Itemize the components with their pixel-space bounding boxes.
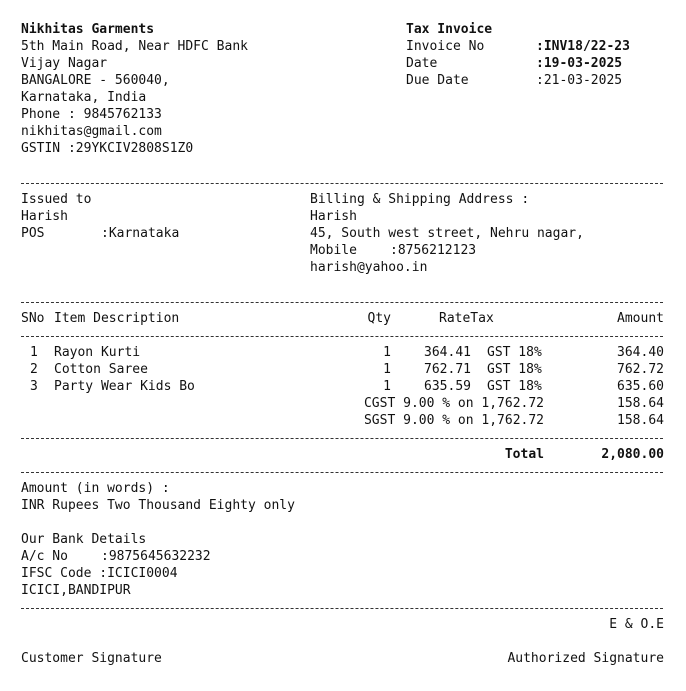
total-label: Total (504, 447, 544, 462)
row-amount: 635.60 (617, 379, 664, 394)
seller-name: Nikhitas Garments (21, 22, 155, 37)
seller-address-line2: Vijay Nagar (21, 56, 108, 71)
due-date-value: :21-03-2025 (536, 73, 623, 88)
seller-gstin: GSTIN :29YKCIV2808S1Z0 (21, 141, 194, 156)
seller-address-line1: 5th Main Road, Near HDFC Bank (21, 39, 248, 54)
separator-rule (21, 183, 663, 184)
issued-name: Harish (21, 209, 68, 224)
invoice-date-label: Date (406, 56, 438, 71)
row-tax: GST 18% (487, 362, 542, 377)
bank-heading: Our Bank Details (21, 532, 147, 547)
separator-rule (21, 608, 663, 609)
pos-value: :Karnataka (101, 226, 180, 241)
billing-mobile-value: :8756212123 (390, 243, 477, 258)
row-amount: 762.72 (617, 362, 664, 377)
separator-rule (21, 438, 663, 439)
seller-address-line4: Karnataka, India (21, 90, 147, 105)
ifsc-code: IFSC Code :ICICI0004 (21, 566, 178, 581)
cgst-amount: 158.64 (617, 396, 664, 411)
header-description: Item Description (54, 311, 180, 326)
row-rate: 635.59 (424, 379, 471, 394)
customer-signature: Customer Signature (21, 651, 162, 666)
separator-rule (21, 472, 663, 473)
header-amount: Amount (617, 311, 664, 326)
row-rate: 364.41 (424, 345, 471, 360)
seller-phone: Phone : 9845762133 (21, 107, 162, 122)
seller-address-line3: BANGALORE - 560040, (21, 73, 170, 88)
pos-label: POS (21, 226, 45, 241)
separator-rule (21, 336, 663, 337)
seller-email: nikhitas@gmail.com (21, 124, 162, 139)
billing-mobile-label: Mobile (310, 243, 357, 258)
row-qty: 1 (383, 345, 391, 360)
eoe-note: E & O.E (609, 617, 664, 632)
row-description: Party Wear Kids Bo (54, 379, 195, 394)
sgst-label: SGST 9.00 % on 1,762.72 (363, 413, 544, 428)
row-amount: 364.40 (617, 345, 664, 360)
authorized-signature: Authorized Signature (507, 651, 664, 666)
account-value: :9875645632232 (101, 549, 211, 564)
row-tax: GST 18% (487, 345, 542, 360)
billing-email: harish@yahoo.in (310, 260, 428, 275)
header-sno: SNo (21, 311, 45, 326)
row-sno: 2 (30, 362, 38, 377)
row-qty: 1 (383, 379, 391, 394)
cgst-label: CGST 9.00 % on 1,762.72 (363, 396, 544, 411)
header-qty: Qty (367, 311, 391, 326)
issued-heading: Issued to (21, 192, 92, 207)
header-ratetax: RateTax (439, 311, 494, 326)
billing-name: Harish (310, 209, 357, 224)
row-sno: 3 (30, 379, 38, 394)
row-tax: GST 18% (487, 379, 542, 394)
total-amount: 2,080.00 (601, 447, 664, 462)
sgst-amount: 158.64 (617, 413, 664, 428)
amount-words-label: Amount (in words) : (21, 481, 170, 496)
billing-heading: Billing & Shipping Address : (310, 192, 530, 207)
row-qty: 1 (383, 362, 391, 377)
row-rate: 762.71 (424, 362, 471, 377)
account-label: A/c No (21, 549, 68, 564)
amount-words-value: INR Rupees Two Thousand Eighty only (21, 498, 295, 513)
row-description: Rayon Kurti (54, 345, 141, 360)
invoice-no-label: Invoice No (406, 39, 485, 54)
due-date-label: Due Date (406, 73, 469, 88)
separator-rule (21, 302, 663, 303)
invoice-no-value: :INV18/22-23 (536, 39, 630, 54)
row-sno: 1 (30, 345, 38, 360)
invoice-title: Tax Invoice (406, 22, 493, 37)
invoice-date-value: :19-03-2025 (536, 56, 623, 71)
billing-address: 45, South west street, Nehru nagar, (310, 226, 584, 241)
row-description: Cotton Saree (54, 362, 148, 377)
bank-branch: ICICI,BANDIPUR (21, 583, 131, 598)
